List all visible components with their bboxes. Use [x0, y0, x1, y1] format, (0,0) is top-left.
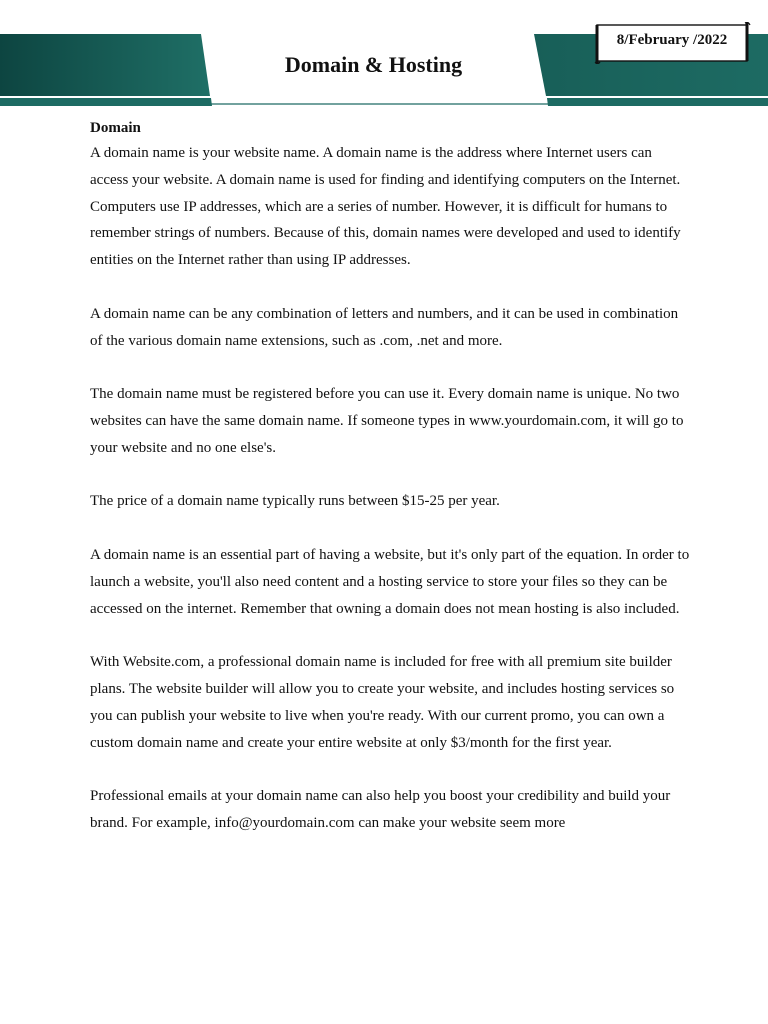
paragraph: The price of a domain name typically runs between $15-25 per year. [90, 493, 500, 510]
banner-left-rule [0, 98, 212, 106]
paragraph: A domain name can be any combination of letters and numbers, and it can be used in combination of the various domain name extensions, such as .com, .net and more. [90, 305, 679, 349]
document-body [90, 117, 690, 864]
paragraph: With Website.com, a professional domain name is included for free with all premium site builder plans. The website builder will allow you to create your website, and includes hosting services so you can publish your website to live when you're ready. With our current promo, you can own a custom domain name and create your entire website at only $3/month for the first year. [90, 654, 675, 751]
banner-right-rule [547, 98, 768, 106]
date-badge [594, 22, 752, 64]
paragraph: The domain name must be registered before you can use it. Every domain name is unique. No two websites can have the same domain name. If someone types in www.yourdomain.com, it will go to your website and no one else's. [90, 386, 684, 456]
page-title: Domain & Hosting [284, 52, 463, 77]
paragraph: A domain name is your website name. A domain name is the address where Internet users can access your website. A domain name is used for finding and identifying computers on the Internet. Computers use IP addresses, which are a series of number. However, it is difficult for humans to remember strings of numbers. Because of this, domain names were developed and used to identify entities on the Internet rather than using IP addresses. [90, 145, 681, 269]
paragraph: A domain name is an essential part of having a website, but it's only part of the equation. In order to launch a website, you'll also need content and a hosting service to store your files so they can be accessed on the internet. Remember that owning a domain does not mean hosting is also included. [90, 546, 690, 617]
date-text: 8/February /2022 [616, 32, 728, 48]
section-heading: Domain [90, 120, 141, 136]
paragraph: Professional emails at your domain name can also help you boost your credibility and build your brand. For example, info@yourdomain.com can make your website seem more [90, 788, 671, 831]
